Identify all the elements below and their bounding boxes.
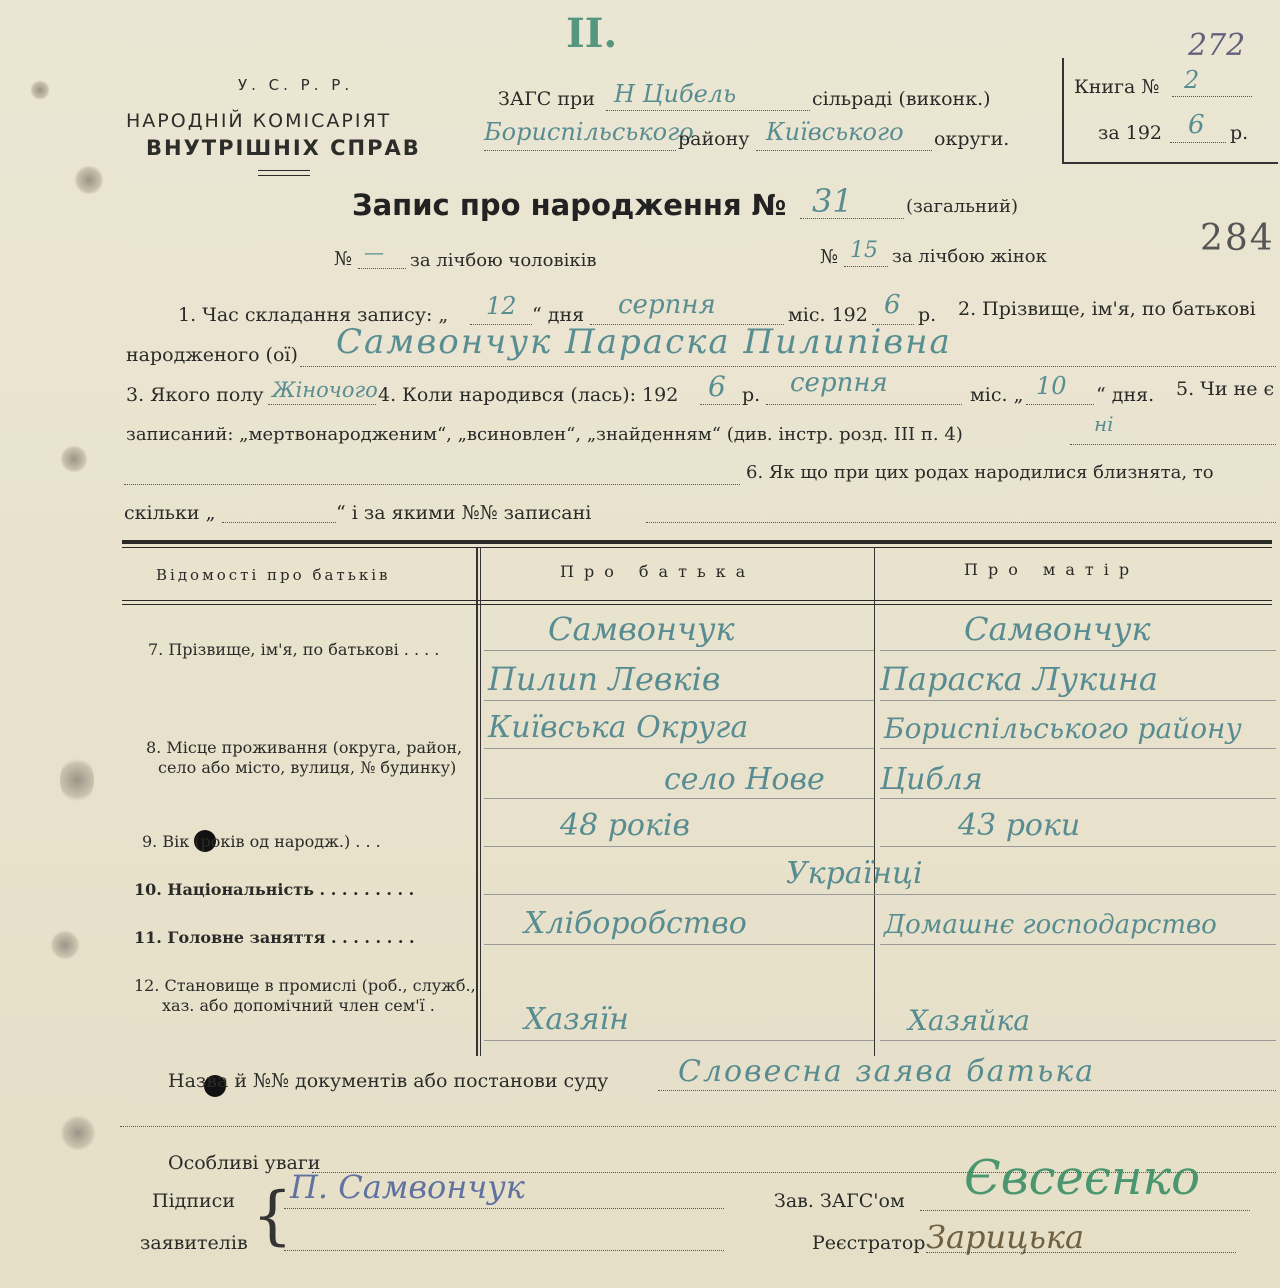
page-number-top: 272 [1188, 28, 1246, 63]
book-year-prefix: за 192 [1098, 122, 1162, 144]
divider [258, 170, 310, 171]
punch-hole [74, 165, 104, 195]
q4-year: 6 [708, 370, 726, 403]
punch-hole [30, 80, 50, 100]
q1-day: 12 [486, 292, 517, 320]
page-number-right: 284 [1200, 218, 1275, 259]
book-label: Книга № [1074, 76, 1160, 98]
applicant-signature: П. Самвончук [290, 1168, 525, 1206]
q6-label: 6. Як що при цих родах народилися близнята, то [746, 462, 1214, 483]
row-label-occupation: 11. Головне заняття . . . . . . . . [134, 928, 415, 947]
divider [258, 175, 310, 176]
q1-label: 1. Час складання запису: „ [178, 304, 449, 326]
men-value: — [364, 240, 384, 264]
silradi-label: сільраді (виконк.) [812, 88, 991, 110]
row-label-age: 9. Вік (років од народж.) . . . [142, 832, 381, 851]
org-line-1: У. С. Р. Р. [238, 76, 354, 94]
father-residence-2: село Нове [664, 762, 825, 797]
row-label-residence-1: 8. Місце проживання (округа, район, [146, 738, 463, 757]
father-status: Хазяїн [524, 1002, 629, 1037]
q5-label-b: записаний: „мертвонародженим“, „всиновлен“, „знайденням“ (див. інстр. розд. III п. 4) [126, 424, 963, 445]
men-prefix: № [334, 248, 352, 270]
registrar-label: Реєстратор [812, 1232, 926, 1254]
col-header-parents: Відомості про батьків [156, 566, 391, 584]
book-number: 2 [1184, 66, 1200, 94]
men-label: за лічбою чоловіків [410, 250, 597, 271]
punch-hole [60, 445, 88, 473]
mother-surname: Самвончук [964, 610, 1151, 648]
row-label-status-1: 12. Становище в промислі (роб., служб., [134, 976, 476, 995]
col-header-mother: Про матір [964, 560, 1140, 579]
women-value: 15 [850, 238, 878, 263]
punch-hole [60, 1115, 96, 1151]
q4-label: 4. Коли народився (лась): 192 [378, 384, 679, 406]
zags-head-signature: Євсеєнко [964, 1150, 1201, 1206]
row-label-name: 7. Прізвище, ім'я, по батькові . . . . [148, 640, 440, 659]
table-header-rule [122, 604, 1272, 605]
table-top-rule [122, 540, 1272, 544]
q6-label-b1: скільки „ [124, 502, 216, 524]
q5-value: ні [1094, 412, 1114, 436]
okruha-name: Київського [766, 118, 904, 146]
row-label-nationality: 10. Національність . . . . . . . . . [134, 880, 415, 899]
record-general: (загальний) [906, 196, 1018, 217]
okruhy-label: округи. [934, 128, 1010, 150]
signatures-label-1: Підписи [152, 1190, 235, 1212]
record-title: Запис про народження № [352, 188, 787, 222]
table-col-divider [874, 548, 875, 1056]
col-header-father: Про батька [560, 562, 756, 581]
zags-head-label: Зав. ЗАГС'ом [774, 1190, 905, 1212]
father-surname: Самвончук [548, 610, 735, 648]
table-col-divider [480, 548, 481, 1056]
docs-value: Словесна заява батька [678, 1054, 1096, 1089]
q3-value: Жіночого [272, 378, 378, 402]
mother-name: Параска Лукина [880, 660, 1158, 698]
q1-month: серпня [618, 290, 716, 320]
table-header-rule [122, 600, 1272, 601]
q1-mis: міс. 192 [788, 304, 868, 326]
q4-dnia: “ дня. [1096, 384, 1155, 406]
child-name: Самвончук Параска Пилипівна [336, 322, 952, 362]
q3-label: 3. Якого полу [126, 384, 264, 406]
father-name: Пилип Левків [488, 660, 721, 698]
nationality-value: Українці [786, 856, 923, 891]
q4-month: серпня [790, 368, 888, 398]
punch-hole [60, 755, 94, 805]
punch-hole [50, 930, 80, 960]
signatures-label-2: заявителів [140, 1232, 248, 1254]
org-line-2: НАРОДНІЙ КОМІСАРІЯТ [126, 110, 392, 132]
q6-label-b2: “ і за якими №№ записані [336, 502, 592, 524]
book-year-digit: 6 [1188, 110, 1205, 140]
father-age: 48 років [560, 808, 690, 843]
mother-status: Хазяйка [908, 1004, 1030, 1037]
women-prefix: № [820, 246, 838, 268]
q1-year: 6 [884, 290, 901, 320]
raionu-label: району [678, 128, 750, 150]
q1-dnia: “ дня [532, 304, 585, 326]
book-box [1062, 58, 1278, 164]
docs-label: Назва й №№ документів або постанови суду [168, 1070, 609, 1092]
book-year-suffix: р. [1230, 122, 1249, 144]
mother-residence-2: Цибля [880, 762, 983, 797]
mother-residence-1: Бориспільського району [884, 712, 1242, 745]
q4-r: р. [742, 384, 761, 406]
q2-label-b: народженого (ої) [126, 344, 298, 366]
zags-village: Н Цибель [614, 80, 737, 108]
row-label-residence-2: село або місто, вулиця, № будинку) [158, 758, 457, 777]
zags-label: ЗАГС при [498, 88, 595, 110]
q4-day: 10 [1036, 372, 1067, 400]
stamp-mark: II. [566, 10, 618, 57]
q4-mis: міс. „ [970, 384, 1024, 406]
mother-occupation: Домашнє господарство [884, 910, 1217, 940]
signature-brace: { [252, 1179, 293, 1253]
raion-name: Бориспільського [484, 118, 694, 146]
mother-age: 43 роки [958, 808, 1081, 843]
q1-r: р. [918, 304, 937, 326]
women-label: за лічбою жінок [892, 246, 1047, 267]
table-col-divider [476, 548, 478, 1056]
table-top-rule-thin [122, 547, 1272, 548]
row-label-status-2: хаз. або допомічний член сем'ї . [162, 996, 435, 1015]
org-line-3: ВНУТРІШНІХ СПРАВ [146, 136, 421, 160]
q5-label: 5. Чи не є [1176, 378, 1275, 400]
registrar-signature: Зарицька [926, 1218, 1085, 1256]
father-occupation: Хліборобство [524, 906, 747, 941]
notes-label: Особливі уваги [168, 1152, 321, 1174]
record-number: 31 [812, 182, 853, 220]
q2-label: 2. Прізвище, ім'я, по батькові [958, 298, 1256, 320]
father-residence-1: Київська Округа [488, 710, 749, 745]
